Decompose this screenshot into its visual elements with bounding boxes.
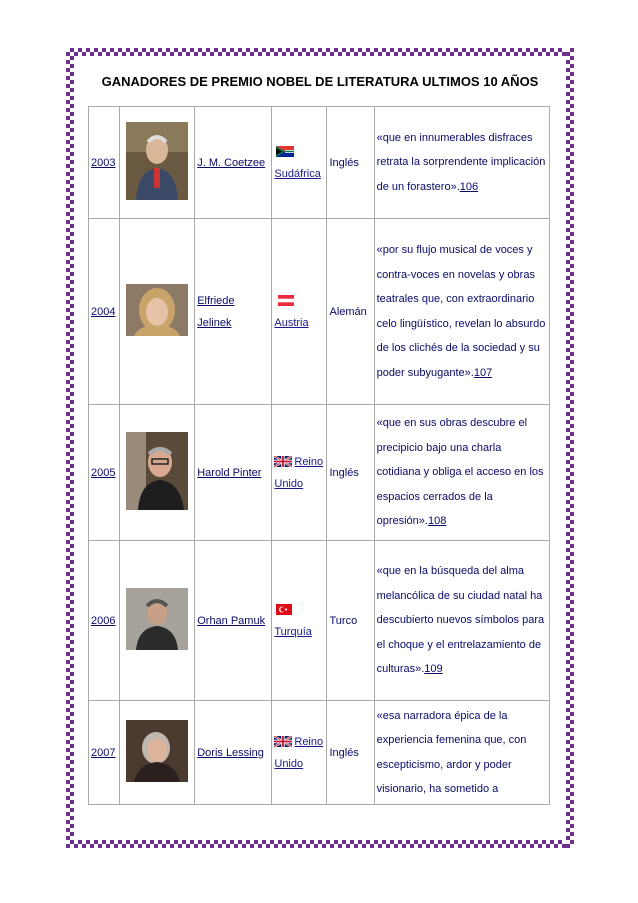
turkey-flag-icon — [276, 604, 292, 615]
author-name-link[interactable]: Harold Pinter — [197, 466, 262, 479]
year-link[interactable]: 2007 — [89, 701, 120, 805]
prize-motivation: «que en sus obras descubre el precipicio bajo una charla cotidiana y obliga el acceso en los espacios cerrados de la opresión». — [376, 417, 544, 528]
reference-link[interactable]: 109 — [424, 663, 443, 676]
author-name-link[interactable]: Jelinek — [197, 316, 232, 329]
country-link[interactable]: Unido — [274, 757, 304, 770]
table-row — [89, 541, 550, 701]
page-title: GANADORES DE PREMIO NOBEL DE LITERATURA ULTIMOS 10 AÑOS — [101, 74, 539, 89]
portrait-jelinek — [126, 284, 188, 336]
author-name-link[interactable]: Orhan Pamuk — [197, 614, 266, 627]
portrait-pamuk — [126, 588, 188, 650]
border-bottom — [66, 840, 574, 848]
year-link[interactable]: 2003 — [89, 107, 120, 219]
country-link[interactable]: Sudáfrica — [274, 167, 321, 180]
language: Alemán — [327, 219, 374, 405]
portrait-image[interactable] — [120, 405, 195, 541]
border-left — [66, 48, 74, 848]
laureates-table — [88, 106, 550, 805]
year-link[interactable]: 2004 — [89, 219, 120, 405]
table-row — [89, 701, 550, 805]
author-name-link[interactable]: Doris Lessing — [197, 746, 264, 759]
portrait-image[interactable] — [120, 219, 195, 405]
author-name-link[interactable]: Elfriede — [197, 294, 235, 307]
prize-motivation: «esa narradora épica de la experiencia femenina que, con escepticismo, ardor y poder visionario, ha sometido a — [376, 709, 527, 795]
reference-link[interactable]: 108 — [427, 515, 447, 528]
border-right — [566, 48, 574, 848]
table-row — [89, 107, 550, 219]
prize-motivation: «que en innumerables disfraces retrata la sorprendente implicación de un forastero». — [376, 131, 546, 193]
prize-motivation: «que en la búsqueda del alma melancólica de su ciudad natal ha descubierto nuevos símbolos para el choque y el entrelazamiento de culturas». — [376, 565, 545, 676]
table-row — [89, 219, 550, 405]
year-link[interactable]: 2006 — [89, 541, 120, 701]
south-africa-flag-icon — [276, 146, 294, 157]
country-link[interactable]: Austria — [274, 316, 309, 329]
table-row — [89, 405, 550, 541]
language: Inglés — [327, 701, 374, 805]
country-link[interactable]: Reino — [294, 735, 324, 748]
uk-flag-icon — [274, 736, 292, 747]
language: Inglés — [327, 107, 374, 219]
language: Turco — [327, 541, 374, 701]
uk-flag-icon — [274, 456, 292, 467]
portrait-image[interactable] — [120, 701, 195, 805]
country-link[interactable]: Unido — [274, 477, 304, 490]
reference-link[interactable]: 106 — [459, 180, 479, 193]
language: Inglés — [327, 405, 374, 541]
year-link[interactable]: 2005 — [89, 405, 120, 541]
reference-link[interactable]: 107 — [473, 366, 493, 379]
portrait-image[interactable] — [120, 107, 195, 219]
portrait-coetzee — [126, 122, 188, 200]
portrait-pinter — [126, 432, 188, 510]
country-link[interactable]: Turquía — [274, 625, 312, 638]
country-link[interactable]: Reino — [294, 455, 324, 468]
austria-flag-icon — [278, 295, 294, 306]
portrait-lessing — [126, 720, 188, 782]
border-top — [66, 48, 574, 56]
portrait-image[interactable] — [120, 541, 195, 701]
prize-motivation: «por su flujo musical de voces y contra-voces en novelas y obras teatrales que, con extraordinario celo lingüístico, revelan lo absurdo de los clichés de la sociedad y su poder subyugante». — [376, 244, 546, 379]
author-name-link[interactable]: J. M. Coetzee — [197, 156, 266, 169]
